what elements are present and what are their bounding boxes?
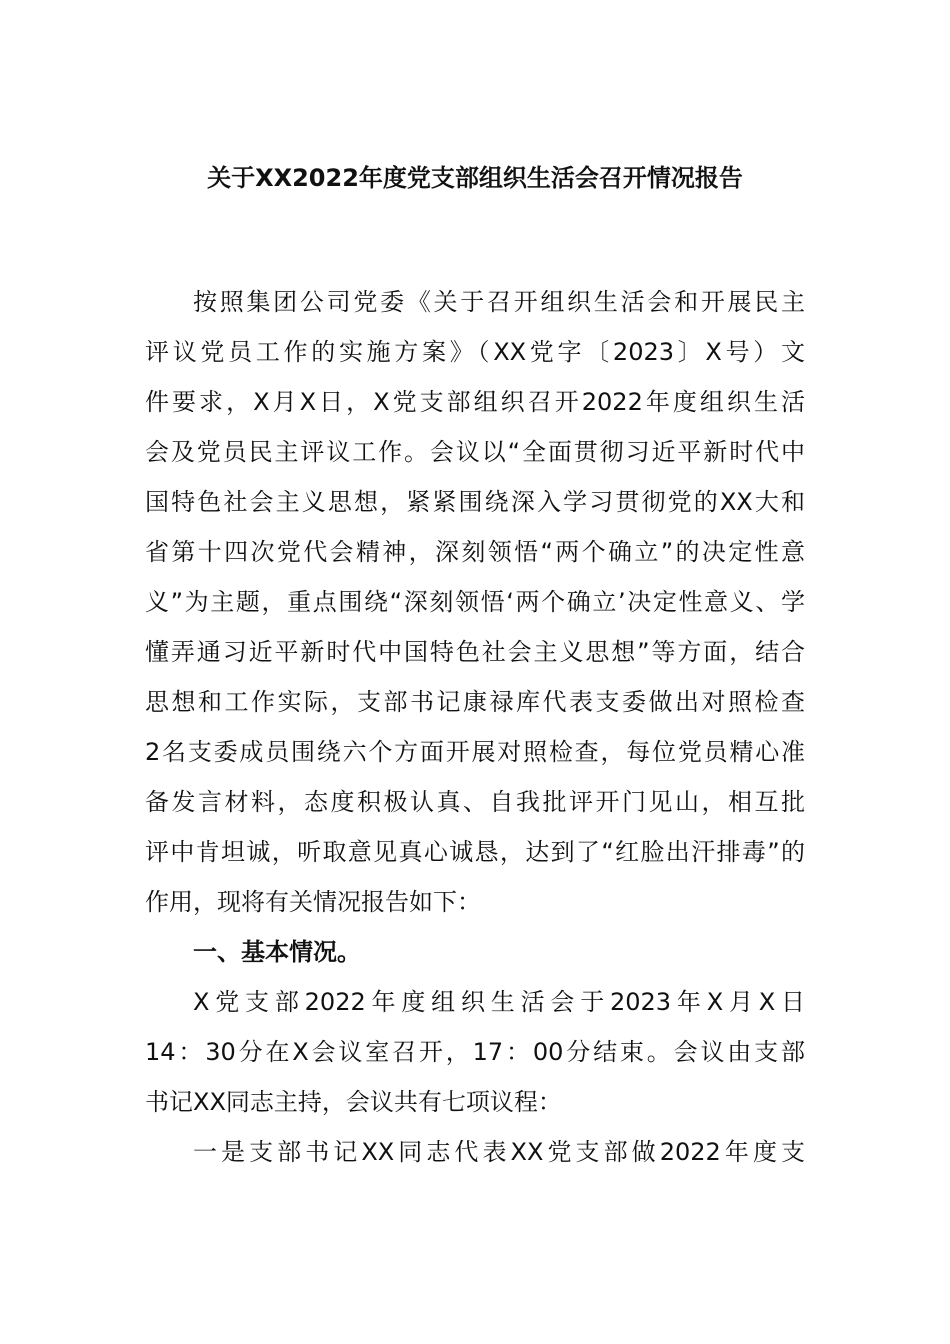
paragraph-line: 书记XX同志主持，会议共有七项议程： <box>145 1088 562 1116</box>
paragraph-line: 义”为主题，重点围绕“深刻领悟‘两个确立’决定性意义、学 <box>145 588 805 616</box>
paragraph-line: 按照集团公司党委《关于召开组织生活会和开展民主 <box>193 288 805 316</box>
paragraph-line: 评中肯坦诚，听取意见真心诚恳，达到了“红脸出汗排毒”的 <box>145 838 805 866</box>
paragraph-line: 作用，现将有关情况报告如下： <box>145 888 481 916</box>
paragraph-line: 省第十四次党代会精神，深刻领悟“两个确立”的决定性意 <box>145 538 805 566</box>
paragraph-line: 备发言材料，态度积极认真、自我批评开门见山，相互批 <box>145 788 805 816</box>
section-heading: 一、基本情况。 <box>193 938 361 966</box>
paragraph-line: 评议党员工作的实施方案》（XX党字〔2023〕X号）文 <box>145 338 805 366</box>
paragraph-line: 懂弄通习近平新时代中国特色社会主义思想”等方面，结合 <box>145 638 805 666</box>
paragraph-line: 2名支委成员围绕六个方面开展对照检查，每位党员精心准 <box>145 738 805 766</box>
paragraph-line: 会及党员民主评议工作。会议以“全面贯彻习近平新时代中 <box>145 438 805 466</box>
paragraph-line: 件要求，X月X日，X党支部组织召开2022年度组织生活 <box>145 388 805 416</box>
paragraph-line: 14：30分在X会议室召开，17：00分结束。会议由支部 <box>145 1038 805 1066</box>
document-title: 关于XX2022年度党支部组织生活会召开情况报告 <box>207 164 743 192</box>
paragraph-line: X党支部2022年度组织生活会于2023年X月X日 <box>193 988 805 1016</box>
paragraph-line: 国特色社会主义思想，紧紧围绕深入学习贯彻党的XX大和 <box>145 488 805 516</box>
paragraph-line: 思想和工作实际，支部书记康禄库代表支委做出对照检查 <box>145 688 805 716</box>
paragraph-line: 一是支部书记XX同志代表XX党支部做2022年度支 <box>193 1138 805 1166</box>
